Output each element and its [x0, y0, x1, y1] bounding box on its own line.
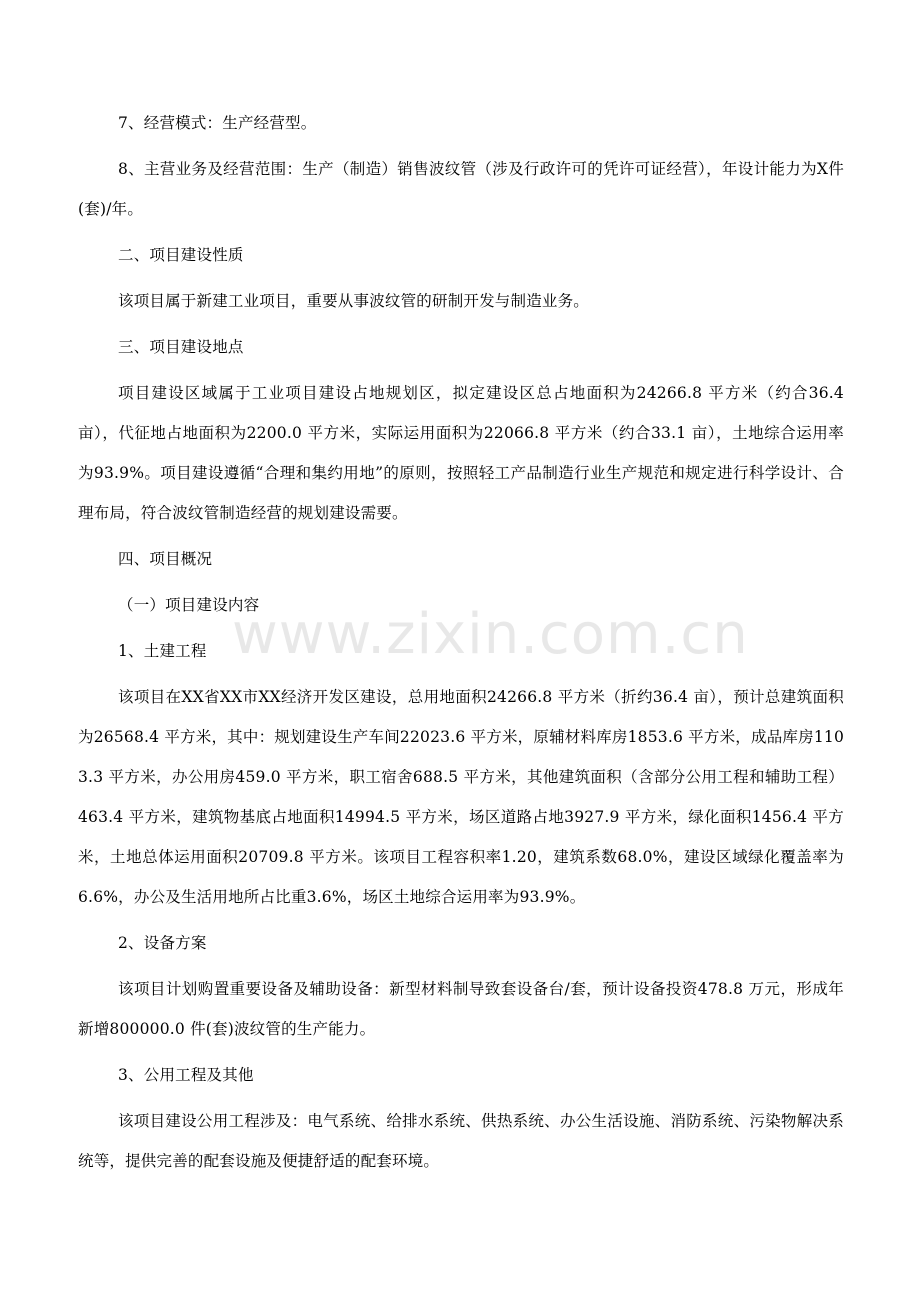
paragraph-civil-engineering: 该项目在XX省XX市XX经济开发区建设，总用地面积24266.8 平方米（折约36.4 亩），预计总建筑面积为26568.4 平方米，其中：规划建设生产车间22023.6 平方米，原辅材料库房1853.6 平方米，成品库房1103.3 平方米，办公用房459.0 平方米，职工宿舍688.5 平方米，其他建筑面积（含部分公用工程和辅助工程）463.4 平方米，建筑物基底占地面积14994.5 平方米，场区道路占地3927.9 平方米，绿化面积1456.4 平方米，土地总体运用面积20709.8 平方米。该项目工程容积率1.20，建筑系数68.0%，建设区域绿化覆盖率为6.6%，办公及生活用地所占比重3.6%，场区土地综合运用率为93.9%。	[78, 688, 844, 906]
heading-civil-engineering: 1、土建工程	[118, 642, 207, 660]
heading-construction-nature: 二、项目建设性质	[118, 246, 244, 264]
heading-public-works: 3、公用工程及其他	[118, 1066, 254, 1084]
paragraph-equipment-plan: 该项目计划购置重要设备及辅助设备：新型材料制导致套设备台/套，预计设备投资478.8 万元，形成年新增800000.0 件(套)波纹管的生产能力。	[78, 980, 844, 1038]
paragraph-construction-nature: 该项目属于新建工业项目，重要从事波纹管的研制开发与制造业务。	[118, 292, 590, 310]
heading-construction-location: 三、项目建设地点	[118, 338, 244, 356]
paragraph-construction-location: 项目建设区域属于工业项目建设占地规划区，拟定建设区总占地面积为24266.8 平方米（约合36.4 亩），代征地占地面积为2200.0 平方米，实际运用面积为22066.8 平方米（约合33.1 亩），土地综合运用率为93.9%。项目建设遵循“合理和集约用地”的原则，按照轻工产品制造行业生产规范和规定进行科学设计、合理布局，符合波纹管制造经营的规划建设需要。	[78, 384, 844, 522]
paragraph-public-works: 该项目建设公用工程涉及：电气系统、给排水系统、供热系统、办公生活设施、消防系统、污染物解决系统等，提供完善的配套设施及便捷舒适的配套环境。	[78, 1112, 844, 1170]
paragraph-business-scope: 8、主营业务及经营范围：生产（制造）销售波纹管（涉及行政许可的凭许可证经营），年设计能力为X件(套)/年。	[78, 160, 844, 218]
heading-equipment-plan: 2、设备方案	[118, 934, 207, 952]
heading-project-overview: 四、项目概况	[118, 550, 213, 568]
heading-construction-content: （一）项目建设内容	[118, 596, 260, 614]
watermark: www.zixin.com.cn	[232, 602, 749, 667]
paragraph-business-model: 7、经营模式：生产经营型。	[118, 114, 317, 132]
document-body	[78, 103, 844, 1187]
